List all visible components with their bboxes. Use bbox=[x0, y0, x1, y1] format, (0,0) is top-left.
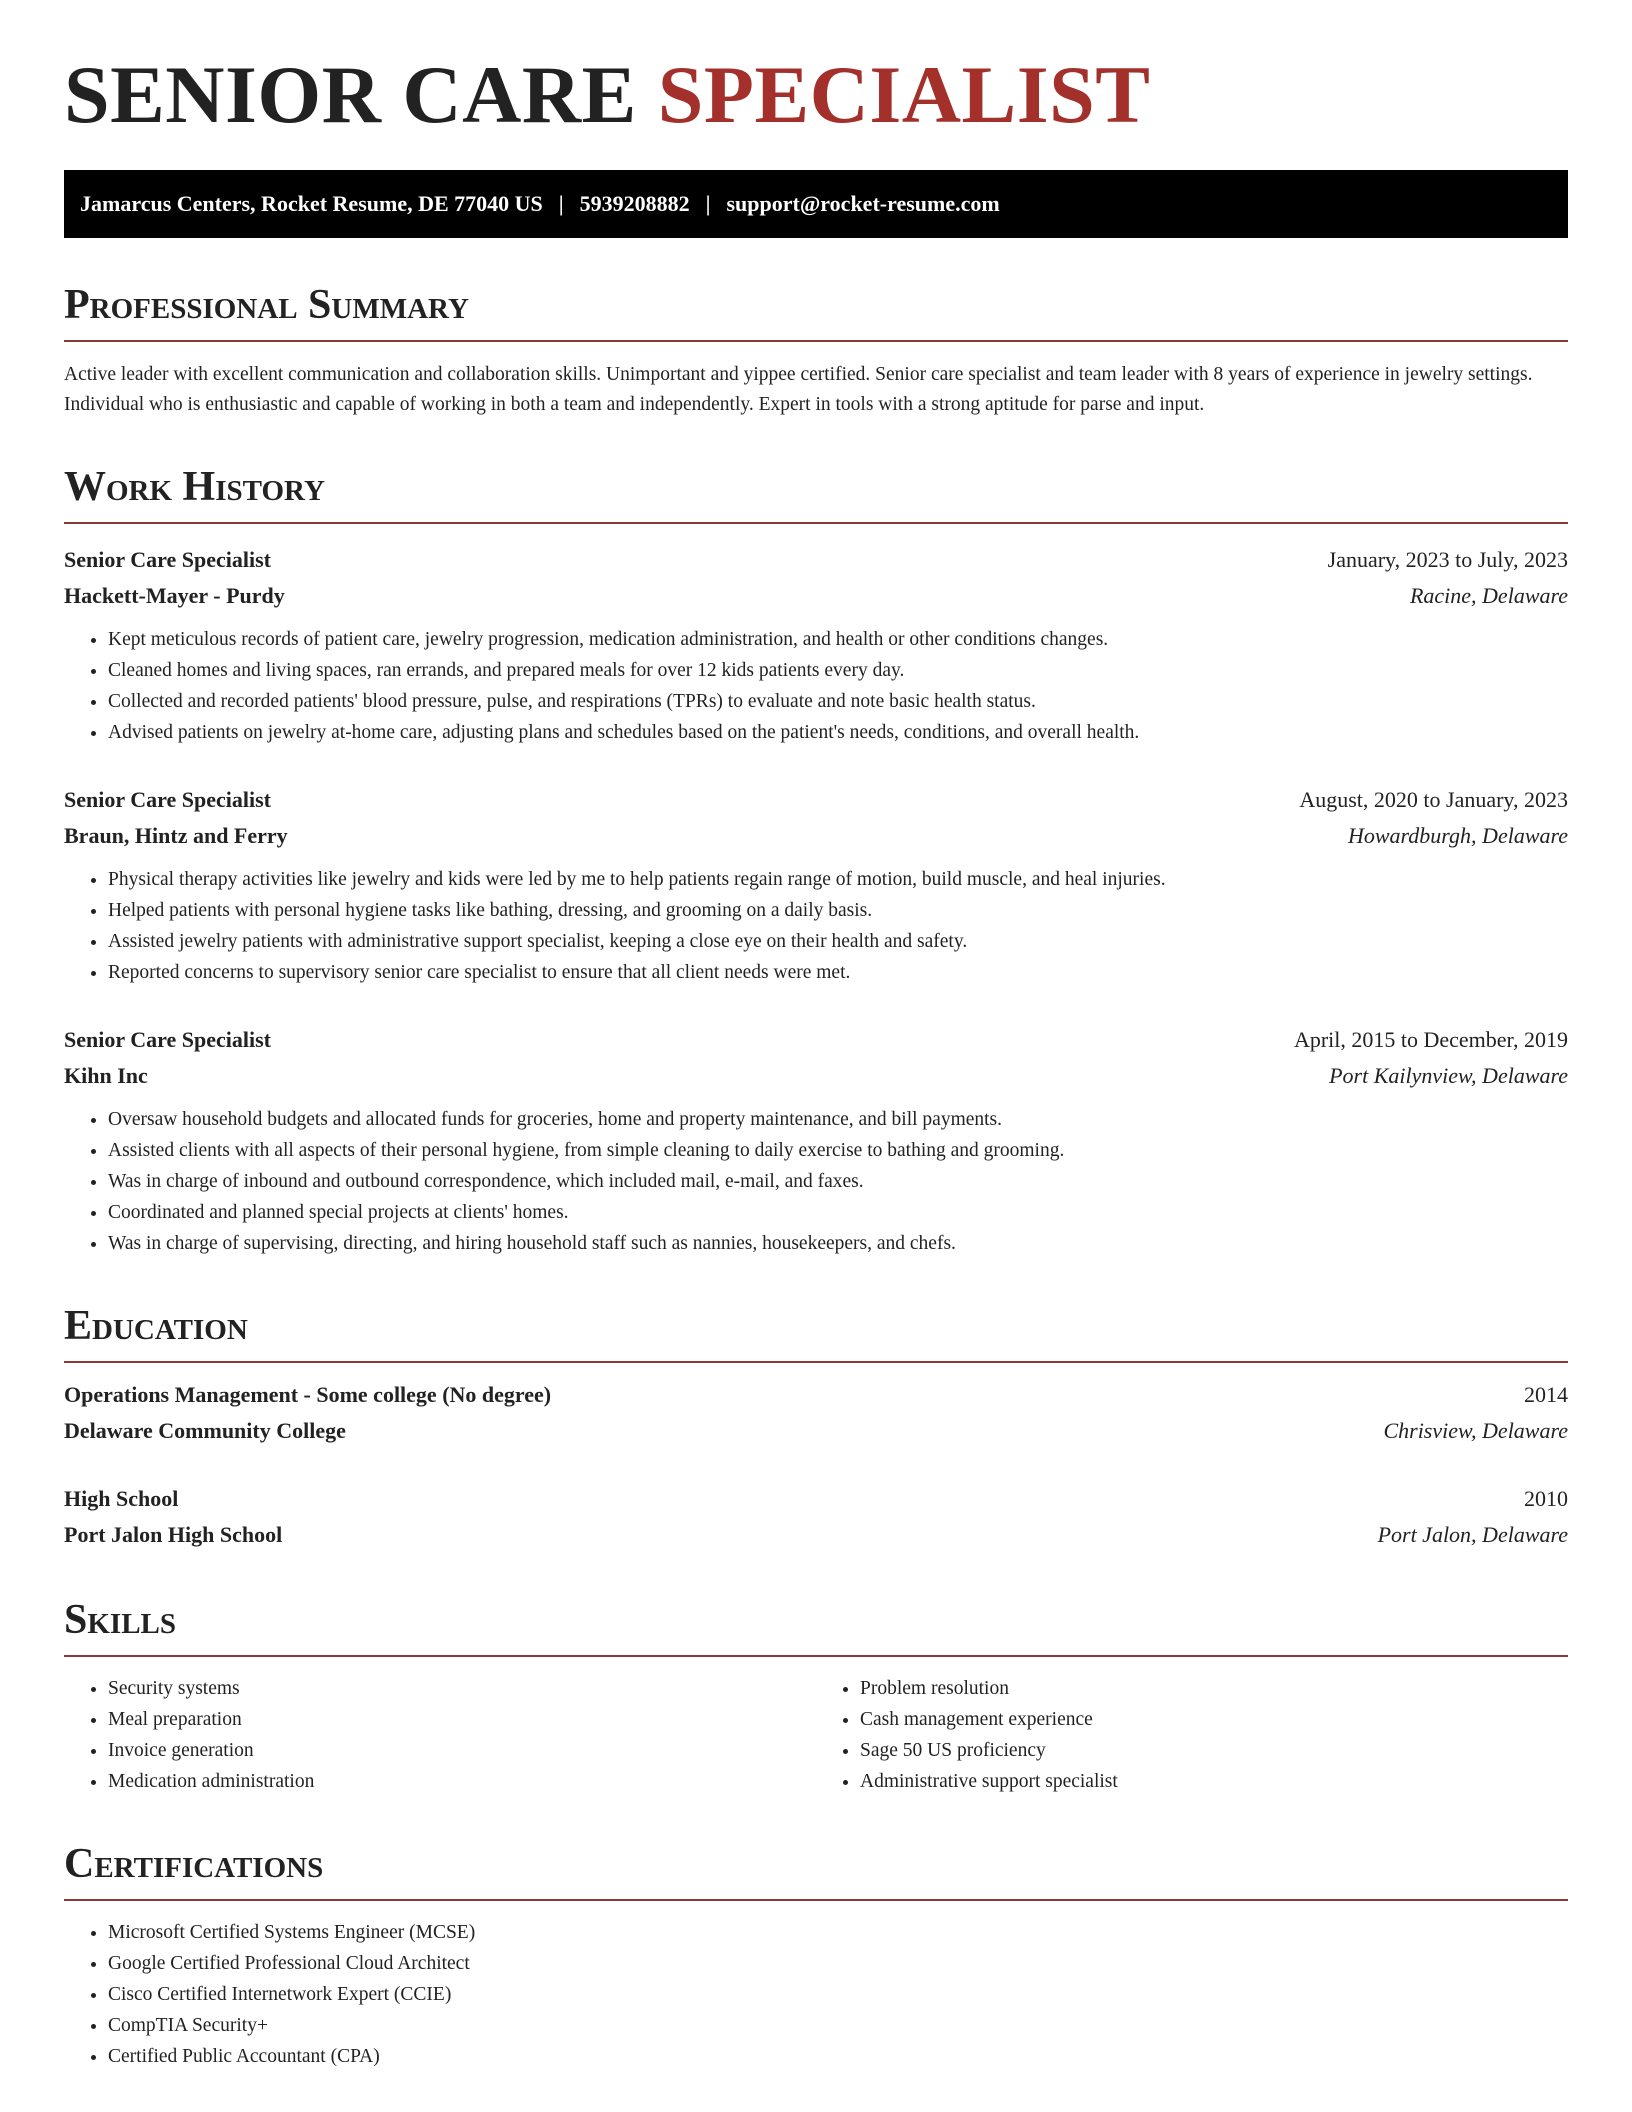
education-degree: High School bbox=[64, 1486, 179, 1511]
job-bullets bbox=[64, 624, 1568, 748]
education-degree-row bbox=[64, 1481, 1568, 1517]
skills-list-right bbox=[816, 1673, 1568, 1797]
education-school: Delaware Community College bbox=[64, 1418, 346, 1443]
job-company-row bbox=[64, 578, 1568, 614]
list-item: • Reported concerns to supervisory senior care specialist to ensure that all client needs were met. bbox=[108, 957, 1568, 988]
list-item: • Cash management experience bbox=[860, 1704, 1568, 1735]
list-item: • Certified Public Accountant (CPA) bbox=[108, 2041, 1568, 2072]
job-location: Port Kailynview, Delaware bbox=[1329, 1063, 1568, 1088]
skills-grid bbox=[64, 1673, 1568, 1797]
list-item: • Kept meticulous records of patient care, jewelry progression, medication administration, and health or other conditions changes. bbox=[108, 624, 1568, 655]
list-item: • Problem resolution bbox=[860, 1673, 1568, 1704]
list-item: • Was in charge of inbound and outbound correspondence, which included mail, e-mail, and faxes. bbox=[108, 1166, 1568, 1197]
list-item: • Helped patients with personal hygiene tasks like bathing, dressing, and grooming on a daily basis. bbox=[108, 895, 1568, 926]
job-header-row bbox=[64, 1022, 1568, 1058]
job-bullets bbox=[64, 1104, 1568, 1259]
job-company: Braun, Hintz and Ferry bbox=[64, 823, 288, 848]
list-item: • Sage 50 US proficiency bbox=[860, 1735, 1568, 1766]
job-title: Senior Care Specialist bbox=[64, 547, 271, 572]
resume-title bbox=[64, 49, 1568, 140]
list-item: • Medication administration bbox=[108, 1766, 816, 1797]
list-item: • Google Certified Professional Cloud Architect bbox=[108, 1948, 1568, 1979]
job-entry bbox=[64, 1022, 1568, 1259]
job-entry bbox=[64, 782, 1568, 988]
education-year: 2014 bbox=[1524, 1382, 1568, 1407]
education-location: Port Jalon, Delaware bbox=[1377, 1522, 1568, 1547]
job-header-row bbox=[64, 542, 1568, 578]
list-item: • CompTIA Security+ bbox=[108, 2010, 1568, 2041]
list-item: • Meal preparation bbox=[108, 1704, 816, 1735]
education-school-row bbox=[64, 1517, 1568, 1553]
job-entry bbox=[64, 542, 1568, 748]
job-company-row bbox=[64, 818, 1568, 854]
list-item: • Coordinated and planned special projects at clients' homes. bbox=[108, 1197, 1568, 1228]
list-item: • Advised patients on jewelry at-home care, adjusting plans and schedules based on the patient's needs, conditions, and overall health. bbox=[108, 717, 1568, 748]
contact-address: Jamarcus Centers, Rocket Resume, DE 77040 US bbox=[80, 191, 543, 216]
skills-column-right bbox=[816, 1673, 1568, 1797]
contact-bar bbox=[64, 170, 1568, 238]
skills-section bbox=[64, 1599, 1568, 1797]
education-location: Chrisview, Delaware bbox=[1383, 1418, 1568, 1443]
skills-column-left bbox=[64, 1673, 816, 1797]
list-item: • Was in charge of supervising, directing, and hiring household staff such as nannies, housekeepers, and chefs. bbox=[108, 1228, 1568, 1259]
list-item: • Assisted jewelry patients with administrative support specialist, keeping a close eye on their health and safety. bbox=[108, 926, 1568, 957]
summary-heading: Professional Summary bbox=[64, 284, 1568, 342]
list-item: • Collected and recorded patients' blood pressure, pulse, and respirations (TPRs) to evaluate and note basic health status. bbox=[108, 686, 1568, 717]
skills-list-left bbox=[64, 1673, 816, 1797]
education-entry bbox=[64, 1481, 1568, 1553]
job-dates: January, 2023 to July, 2023 bbox=[1327, 547, 1568, 572]
education-heading: Education bbox=[64, 1305, 1568, 1363]
list-item: • Security systems bbox=[108, 1673, 816, 1704]
skills-heading: Skills bbox=[64, 1599, 1568, 1657]
job-company: Kihn Inc bbox=[64, 1063, 148, 1088]
title-accent: SPECIALIST bbox=[657, 49, 1151, 140]
job-location: Racine, Delaware bbox=[1409, 583, 1568, 608]
education-entry bbox=[64, 1377, 1568, 1449]
work-history-heading: Work History bbox=[64, 466, 1568, 524]
contact-email: support@rocket-resume.com bbox=[726, 191, 1000, 216]
list-item: • Cisco Certified Internetwork Expert (CCIE) bbox=[108, 1979, 1568, 2010]
list-item: • Cleaned homes and living spaces, ran errands, and prepared meals for over 12 kids patients every day. bbox=[108, 655, 1568, 686]
contact-separator: | bbox=[705, 191, 711, 216]
list-item: • Physical therapy activities like jewelry and kids were led by me to help patients regain range of motion, build muscle, and heal injuries. bbox=[108, 864, 1568, 895]
work-history-section bbox=[64, 466, 1568, 1259]
education-year: 2010 bbox=[1524, 1486, 1568, 1511]
summary-section bbox=[64, 284, 1568, 420]
education-degree-row bbox=[64, 1377, 1568, 1413]
education-school: Port Jalon High School bbox=[64, 1522, 283, 1547]
contact-phone: 5939208882 bbox=[579, 191, 690, 216]
title-main: SENIOR CARE bbox=[64, 49, 637, 140]
job-title: Senior Care Specialist bbox=[64, 1027, 271, 1052]
summary-text: Active leader with excellent communication and collaboration skills. Unimportant and yippee certified. Senior care specialist and team leader with 8 years of experience in jewelry settings. Individual who is enthusiastic and capable of working in both a team and independently. Expert in tools with a strong aptitude for parse and input. bbox=[64, 364, 1533, 415]
job-title: Senior Care Specialist bbox=[64, 787, 271, 812]
list-item: • Administrative support specialist bbox=[860, 1766, 1568, 1797]
list-item: • Oversaw household budgets and allocated funds for groceries, home and property maintenance, and bill payments. bbox=[108, 1104, 1568, 1135]
job-header-row bbox=[64, 782, 1568, 818]
job-bullets bbox=[64, 864, 1568, 988]
contact-separator: | bbox=[558, 191, 564, 216]
certifications-list bbox=[64, 1917, 1568, 2072]
education-school-row bbox=[64, 1413, 1568, 1449]
certifications-section bbox=[64, 1843, 1568, 2072]
education-section bbox=[64, 1305, 1568, 1553]
job-company: Hackett-Mayer - Purdy bbox=[64, 583, 285, 608]
job-dates: April, 2015 to December, 2019 bbox=[1293, 1027, 1568, 1052]
job-location: Howardburgh, Delaware bbox=[1348, 823, 1568, 848]
job-company-row bbox=[64, 1058, 1568, 1094]
certifications-heading: Certifications bbox=[64, 1843, 1568, 1901]
list-item: • Assisted clients with all aspects of their personal hygiene, from simple cleaning to daily exercise to bathing and grooming. bbox=[108, 1135, 1568, 1166]
job-dates: August, 2020 to January, 2023 bbox=[1299, 787, 1568, 812]
list-item: • Invoice generation bbox=[108, 1735, 816, 1766]
list-item: • Microsoft Certified Systems Engineer (MCSE) bbox=[108, 1917, 1568, 1948]
education-degree: Operations Management - Some college (No degree) bbox=[64, 1382, 552, 1407]
